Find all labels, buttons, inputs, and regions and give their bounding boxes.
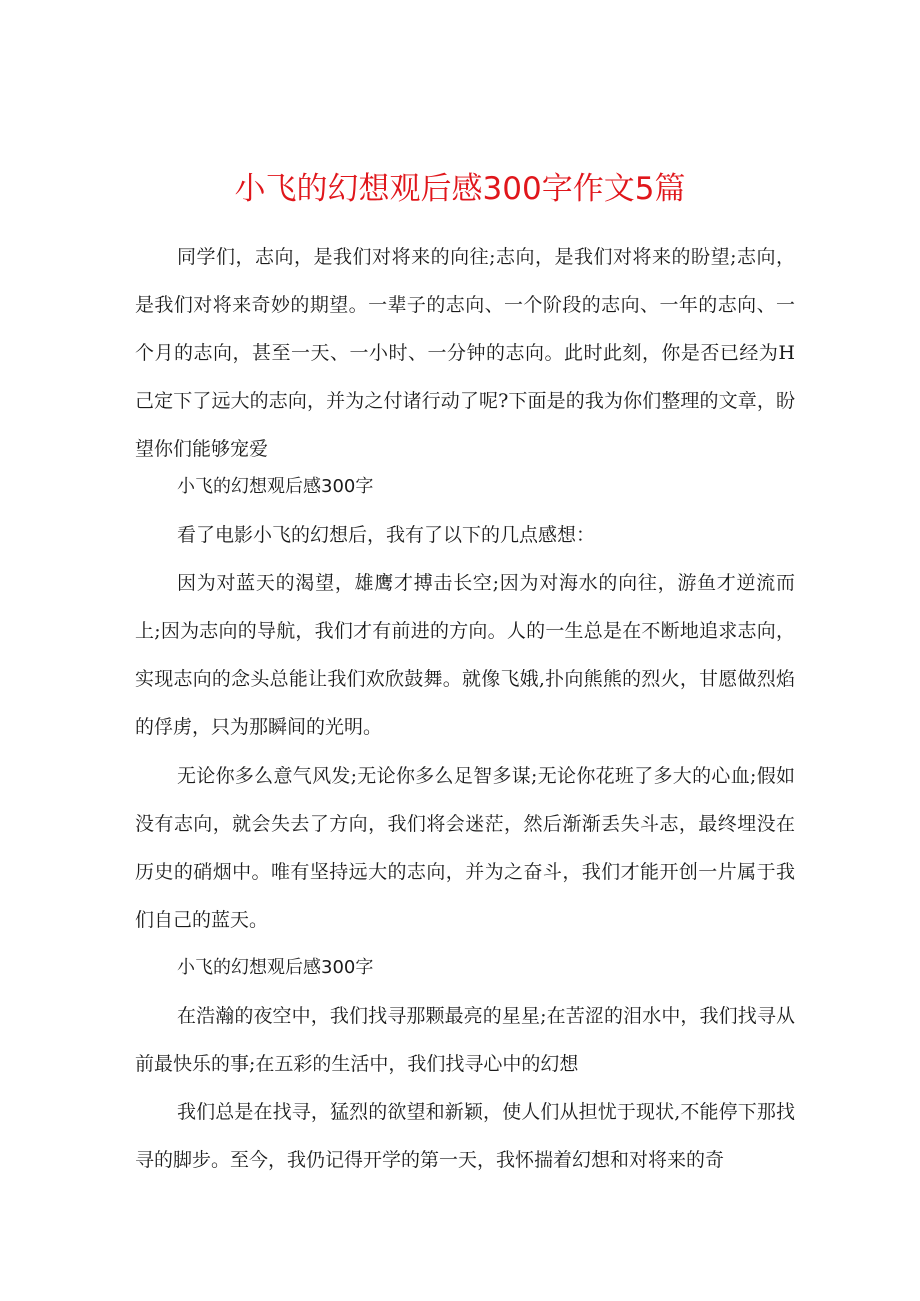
section-heading-1: 小飞的幻想观后感300字	[177, 476, 374, 497]
paragraph: 在浩瀚的夜空中，我们找寻那颗最亮的星星;在苦涩的泪水中，我们找寻从前最快乐的事;在五彩的生活中，我们找寻心中的幻想	[135, 1005, 795, 1075]
section-heading-2: 小飞的幻想观后感300字	[177, 957, 374, 978]
paragraph: 看了电影小飞的幻想后，我有了以下的几点感想：	[177, 524, 596, 546]
intro-paragraph: 同学们，志向，是我们对将来的向往;志向，是我们对将来的盼望;志向，是我们对将来奇妙的期望。一辈子的志向、一个阶段的志向、一年的志向、一个月的志向，甚至一天、一小时、一分钟的志向。此时此刻，你是否已经为H己定下了远大的志向，并为之付诸行动了呢?下面是的我为你们整理的文章，盼望你们能够宠爱	[135, 246, 795, 460]
document-title: 小飞的幻想观后感300字作文5篇	[234, 170, 686, 207]
paragraph: 我们总是在找寻，猛烈的欲望和新颖，使人们从担忧于现状,不能停下那找寻的脚步。至今，我仍记得开学的第一天，我怀揣着幻想和对将来的奇	[135, 1101, 795, 1171]
paragraph: 无论你多么意气风发;无论你多么足智多谋;无论你花班了多大的心血;假如没有志向，就会失去了方向，我们将会迷茫，然后渐渐丢失斗志，最终埋没在历史的硝烟中。唯有坚持远大的志向，并为之奋斗，我们才能开创一片属于我们自己的蓝天。	[135, 765, 795, 931]
paragraph: 因为对蓝天的渴望，雄鹰才搏击长空;因为对海水的向往，游鱼才逆流而上;因为志向的导航，我们才有前进的方向。人的一生总是在不断地追求志向，实现志向的念头总能让我们欢欣鼓舞。就像飞娥,扑向熊熊的烈火，甘愿做烈焰的俘虏，只为那瞬间的光明。	[135, 572, 795, 738]
